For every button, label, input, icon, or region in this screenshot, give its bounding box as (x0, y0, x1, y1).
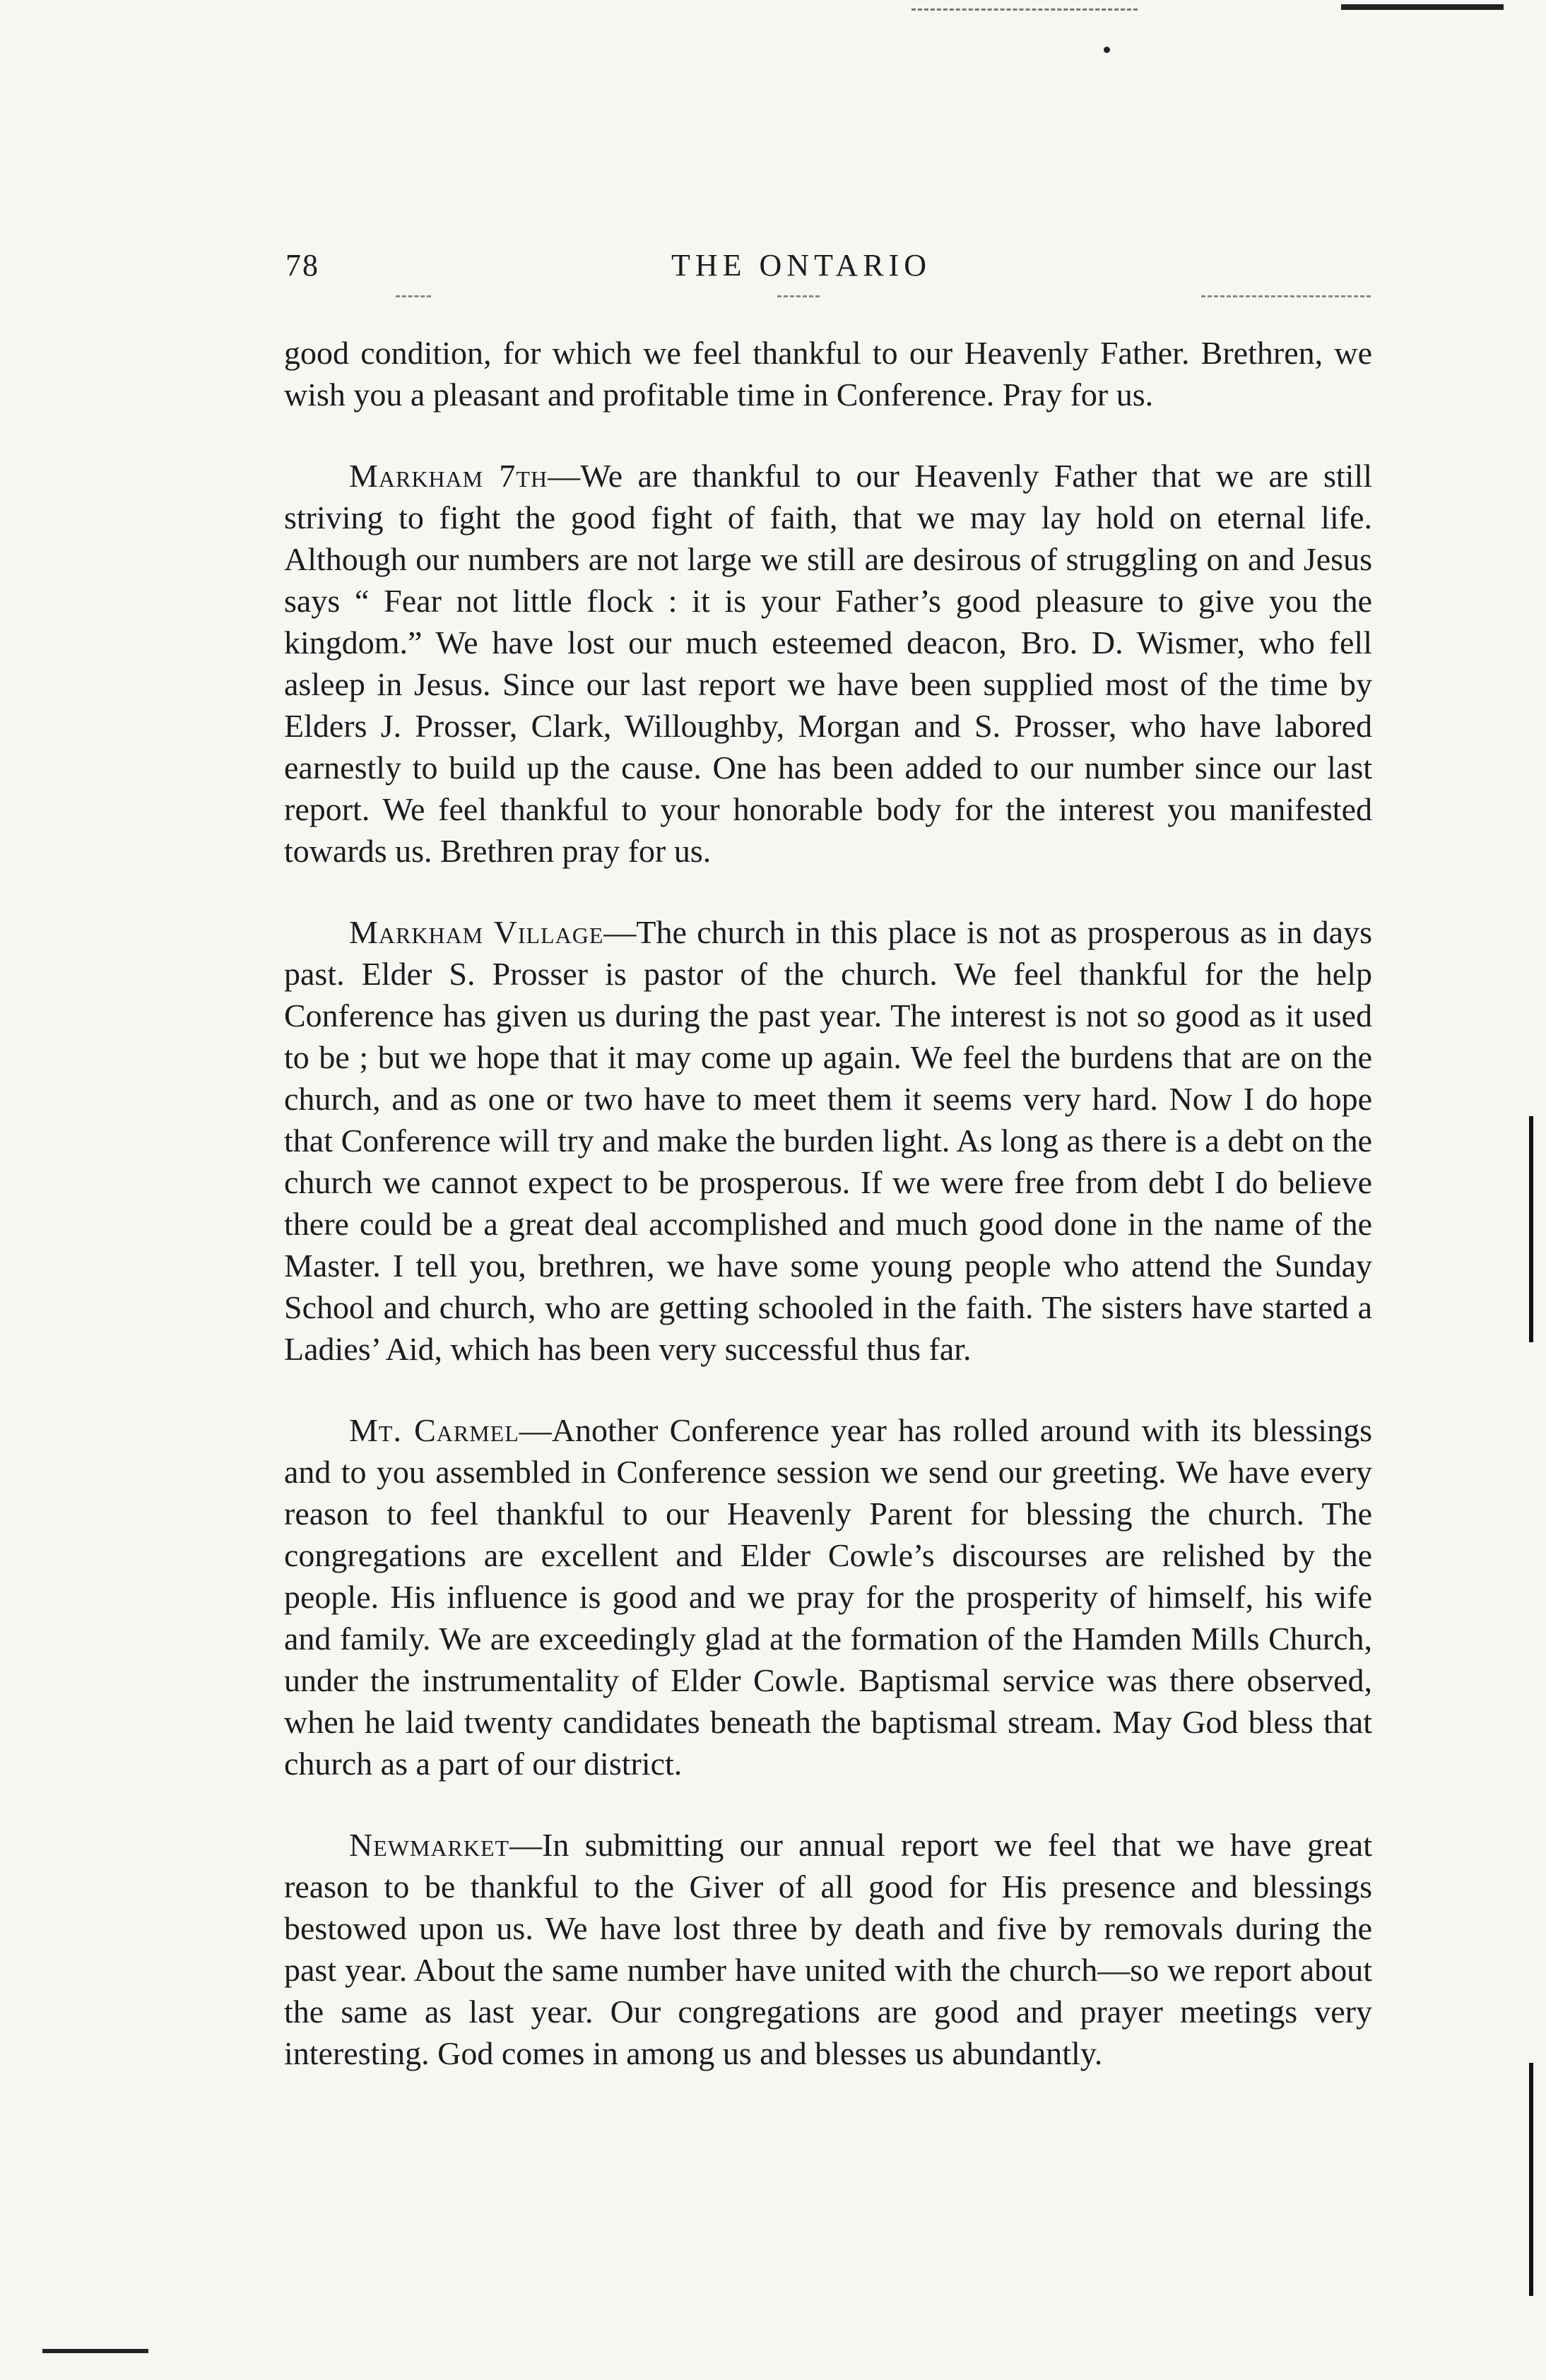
body-text (284, 332, 1372, 2114)
scan-speck (1104, 47, 1110, 53)
paragraph-text: —In submitting our annual report we feel that we have great reason to be thankful to the Giver of all good for His presence and blessings bestowed upon us. We have lost three by death and five by removals during the past year. About the same number have united with the church—so we report about the same as last year. Our congregations are good and prayer meetings very interesting. God comes in among us and blesses us abundantly. (284, 1827, 1372, 2071)
paragraph-text: good condition, for which we feel thankful to our Heavenly Father. Brethren, we wish you a pleasant and profitable time in Conference. Pray for us. (284, 335, 1372, 413)
paragraph-continued (284, 332, 1372, 415)
header-rule-center (777, 295, 820, 297)
paragraph-heading: Markham Village (349, 914, 604, 950)
scan-edge-mark (1529, 2063, 1533, 2296)
paragraph-text: —Another Conference year has rolled around with its blessings and to you assembled in Conference session we send our greeting. We have every reason to feel thankful to our Heavenly Parent for blessing the church. The congregations are excellent and Elder Cowle’s discourses are relished by the people. His influence is good and we pray for the prosperity of himself, his wife and family. We are exceedingly glad at the formation of the Hamden Mills Church, under the instrumentality of Elder Cowle. Baptismal service was there observed, when he laid twenty candidates beneath the baptismal stream. May God bless that church as a part of our district. (284, 1412, 1372, 1782)
paragraph-newmarket (284, 1824, 1372, 2074)
paragraph-markham-7th (284, 455, 1372, 872)
page-number: 78 (285, 248, 319, 283)
paragraph-mt-carmel (284, 1409, 1372, 1784)
scan-edge-dashes (911, 8, 1138, 11)
paragraph-heading: Newmarket (349, 1827, 510, 1863)
paragraph-text: —The church in this place is not as prosperous as in days past. Elder S. Prosser is pastor of the church. We feel thankful for the help Conference has given us during the past year. The interest is not so good as it used to be ; but we hope that it may come up again. We feel the burdens that are on the church, and as one or two have to meet them it seems very hard. Now I do hope that Conference will try and make the burden light. As long as there is a debt on the church we cannot expect to be prosperous. If we were free from debt I do believe there could be a great deal accomplished and much good done in the name of the Master. I tell you, brethren, we have some young people who attend the Sunday School and church, who are getting schooled in the faith. The sisters have started a Ladies’ Aid, which has been very successful thus far. (284, 914, 1372, 1367)
header-rule-right (1201, 295, 1371, 297)
scan-edge-mark (42, 2349, 148, 2353)
paragraph-heading: Mt. Carmel (349, 1412, 519, 1448)
paragraph-heading: Markham 7th (349, 458, 548, 494)
header-rule-left (396, 295, 431, 297)
paragraph-text: —We are thankful to our Heavenly Father that we are still striving to fight the good fight of faith, that we may lay hold on eternal life. Although our numbers are not large we still are desirous of struggling on and Jesus says “ Fear not little flock : it is your Father’s good pleasure to give you the kingdom.” We have lost our much esteemed deacon, Bro. D. Wismer, who fell asleep in Jesus. Since our last report we have been supplied most of the time by Elders J. Prosser, Clark, Willoughby, Morgan and S. Prosser, who have labored earnestly to build up the cause. One has been added to our number since our last report. We feel thankful to your honorable body for the interest you manifested towards us. Brethren pray for us. (284, 458, 1372, 869)
paragraph-markham-village (284, 911, 1372, 1370)
running-title: THE ONTARIO (671, 248, 931, 283)
scan-edge-mark (1529, 1116, 1533, 1342)
scan-edge-rule (1341, 4, 1504, 10)
